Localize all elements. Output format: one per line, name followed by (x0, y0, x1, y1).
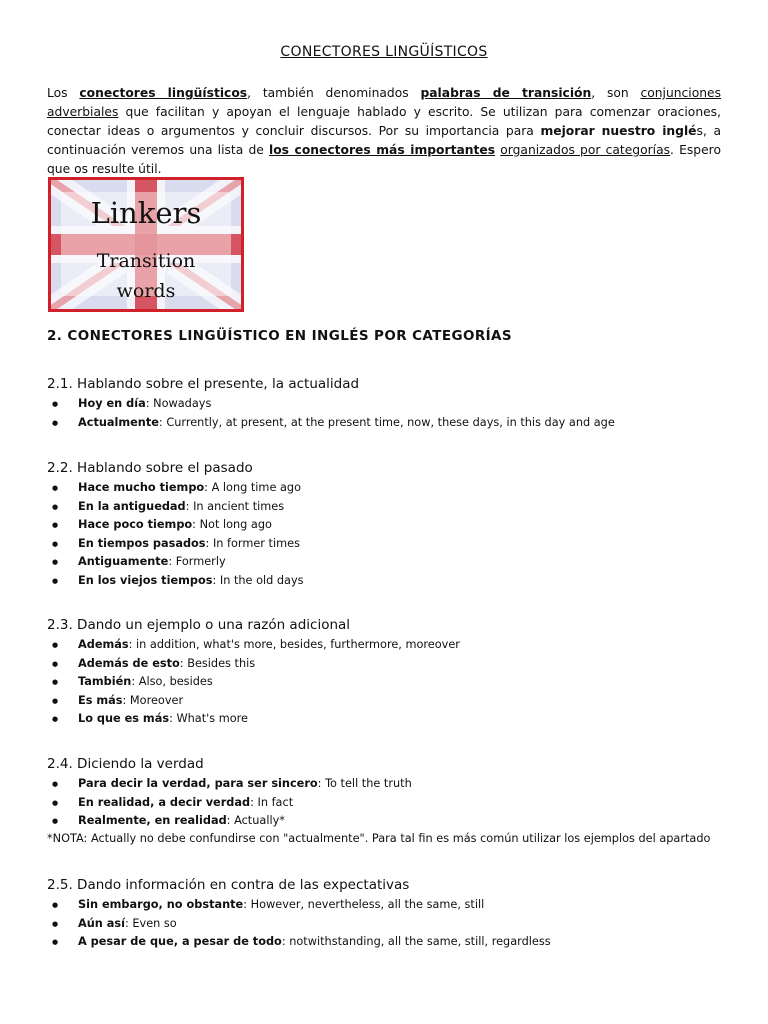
intro-paragraph (47, 84, 721, 179)
item-meaning: In former times (212, 536, 300, 550)
item-term: Además (78, 638, 129, 651)
keyword-palabras-transicion: palabras de transición (420, 86, 592, 100)
keyword-conjunciones: conjunciones adverbiales (47, 86, 722, 119)
item-term: En tiempos pasados (78, 536, 206, 550)
item-meaning: Nowadays (153, 397, 212, 410)
note-text: *NOTA: Actually no debe confundirse con "actualmente". Para tal fin es más común utilizar los ejemplos del apartado (47, 832, 711, 845)
item-meaning: Actually* (234, 814, 285, 827)
image-subtitle-line2: words (116, 280, 176, 302)
subsection-list (47, 395, 615, 432)
keyword-categorias: organizados por categorías (500, 143, 671, 157)
subsection-heading: 2.4. Diciendo la verdad (47, 756, 204, 772)
subsection-heading: 2.1. Hablando sobre el presente, la actualidad (47, 376, 360, 392)
item-term: Para decir la verdad, para ser sincero (78, 777, 318, 790)
intro-text: , también denominados (247, 86, 421, 100)
image-title: Linkers (90, 196, 202, 230)
section-heading: 2. CONECTORES LINGÜÍSTICO EN INGLÉS POR CATEGORÍAS (47, 328, 513, 344)
item-meaning: notwithstanding, all the same, still, regardless (289, 935, 551, 948)
item-meaning: A long time ago (211, 481, 301, 494)
item-meaning: Currently, at present, at the present time, now, these days, in this day and age (166, 415, 615, 429)
item-term: Hace mucho tiempo (78, 481, 205, 494)
item-term: A pesar de que, a pesar de todo (78, 935, 282, 948)
item-term: Antiguamente (78, 555, 169, 568)
linkers-image (48, 177, 244, 312)
item-term: En la antiguedad (78, 499, 186, 513)
intro-text: Los (47, 86, 80, 100)
subsection-heading: 2.2. Hablando sobre el pasado (47, 460, 253, 476)
item-meaning: In the old days (219, 573, 304, 587)
item-meaning: Also, besides (138, 675, 213, 688)
page-title: CONECTORES LINGÜÍSTICOS (280, 44, 488, 60)
item-term: En los viejos tiempos (78, 573, 213, 587)
image-subtitle-line1: Transition (96, 250, 196, 272)
list-item: ● En la antiguedad: In ancient times (47, 498, 304, 517)
item-meaning: Formerly (175, 555, 226, 568)
list-item: ● Actualmente: Currently, at present, at the present time, now, these days, in this day and age (47, 414, 615, 433)
list-item: ● Aún así: Even so (47, 915, 551, 934)
item-term: En realidad, a decir verdad (78, 795, 251, 809)
intro-text: que facilitan y apoyan el lenguaje hablado y escrito. Se utilizan para comenzar oraciones, conectar ideas o argumentos y concluir discursos. Por su importancia para (47, 105, 721, 138)
item-term: Actualmente (78, 415, 159, 429)
keyword-conectores-importantes: los conectores más importantes (269, 143, 496, 157)
item-term: Hoy en día (78, 397, 146, 410)
union-jack-graphic (51, 180, 241, 309)
subsection-list (47, 896, 551, 952)
item-meaning: In fact (257, 795, 294, 809)
subsection-list (47, 636, 460, 729)
item-term: Aún así (78, 916, 125, 930)
list-item: ● Para decir la verdad, para ser sincero: To tell the truth (47, 775, 412, 794)
item-meaning: Moreover (129, 693, 184, 707)
list-item: ● Realmente, en realidad: Actually* (47, 812, 412, 831)
list-item: ● Además de esto: Besides this (47, 655, 460, 674)
item-meaning: To tell the truth (325, 777, 412, 790)
list-item: ● Hoy en día: Nowadays (47, 395, 615, 414)
list-item: ● A pesar de que, a pesar de todo: notwithstanding, all the same, still, regardless (47, 933, 551, 952)
item-term: Realmente, en realidad (78, 814, 227, 827)
list-item: ● En realidad, a decir verdad: In fact (47, 794, 412, 813)
subsection-heading: 2.5. Dando información en contra de las expectativas (47, 877, 410, 893)
item-meaning: Besides this (187, 656, 256, 670)
item-meaning: in addition, what's more, besides, furthermore, moreover (136, 638, 460, 651)
intro-text: , son (591, 86, 641, 100)
subsection-list (47, 775, 412, 831)
list-item: ● Es más: Moreover (47, 692, 460, 711)
item-meaning: In ancient times (193, 499, 285, 513)
intro-text: . Espero que os resulte útil. (47, 143, 721, 176)
item-term: Es más (78, 693, 123, 707)
item-meaning: Even so (132, 916, 177, 930)
subsection-list (47, 479, 304, 590)
keyword-conectores: conectores lingüísticos (79, 86, 248, 100)
list-item: ● Sin embargo, no obstante: However, nevertheless, all the same, still (47, 896, 551, 915)
item-term: Lo que es más (78, 712, 170, 725)
item-term: Además de esto (78, 656, 180, 670)
list-item: ● Lo que es más: What's more (47, 710, 460, 729)
item-term: Sin embargo, no obstante (78, 898, 244, 911)
subsection-heading: 2.3. Dando un ejemplo o una razón adicional (47, 617, 351, 633)
list-item: ● Antiguamente: Formerly (47, 553, 304, 572)
item-meaning: Not long ago (199, 518, 272, 531)
item-meaning: What's more (176, 712, 248, 725)
list-item: ● Además: in addition, what's more, besides, furthermore, moreover (47, 636, 460, 655)
list-item: ● Hace mucho tiempo: A long time ago (47, 479, 304, 498)
intro-text: s, a continuación veremos una lista de (47, 124, 721, 157)
list-item: ● En tiempos pasados: In former times (47, 535, 304, 554)
item-term: Hace poco tiempo (78, 518, 193, 531)
list-item: ● También: Also, besides (47, 673, 460, 692)
item-meaning: However, nevertheless, all the same, still (250, 898, 485, 911)
item-term: También (78, 675, 132, 688)
list-item: ● Hace poco tiempo: Not long ago (47, 516, 304, 535)
list-item: ● En los viejos tiempos: In the old days (47, 572, 304, 591)
keyword-mejorar-ingles: mejorar nuestro inglé (540, 124, 697, 138)
